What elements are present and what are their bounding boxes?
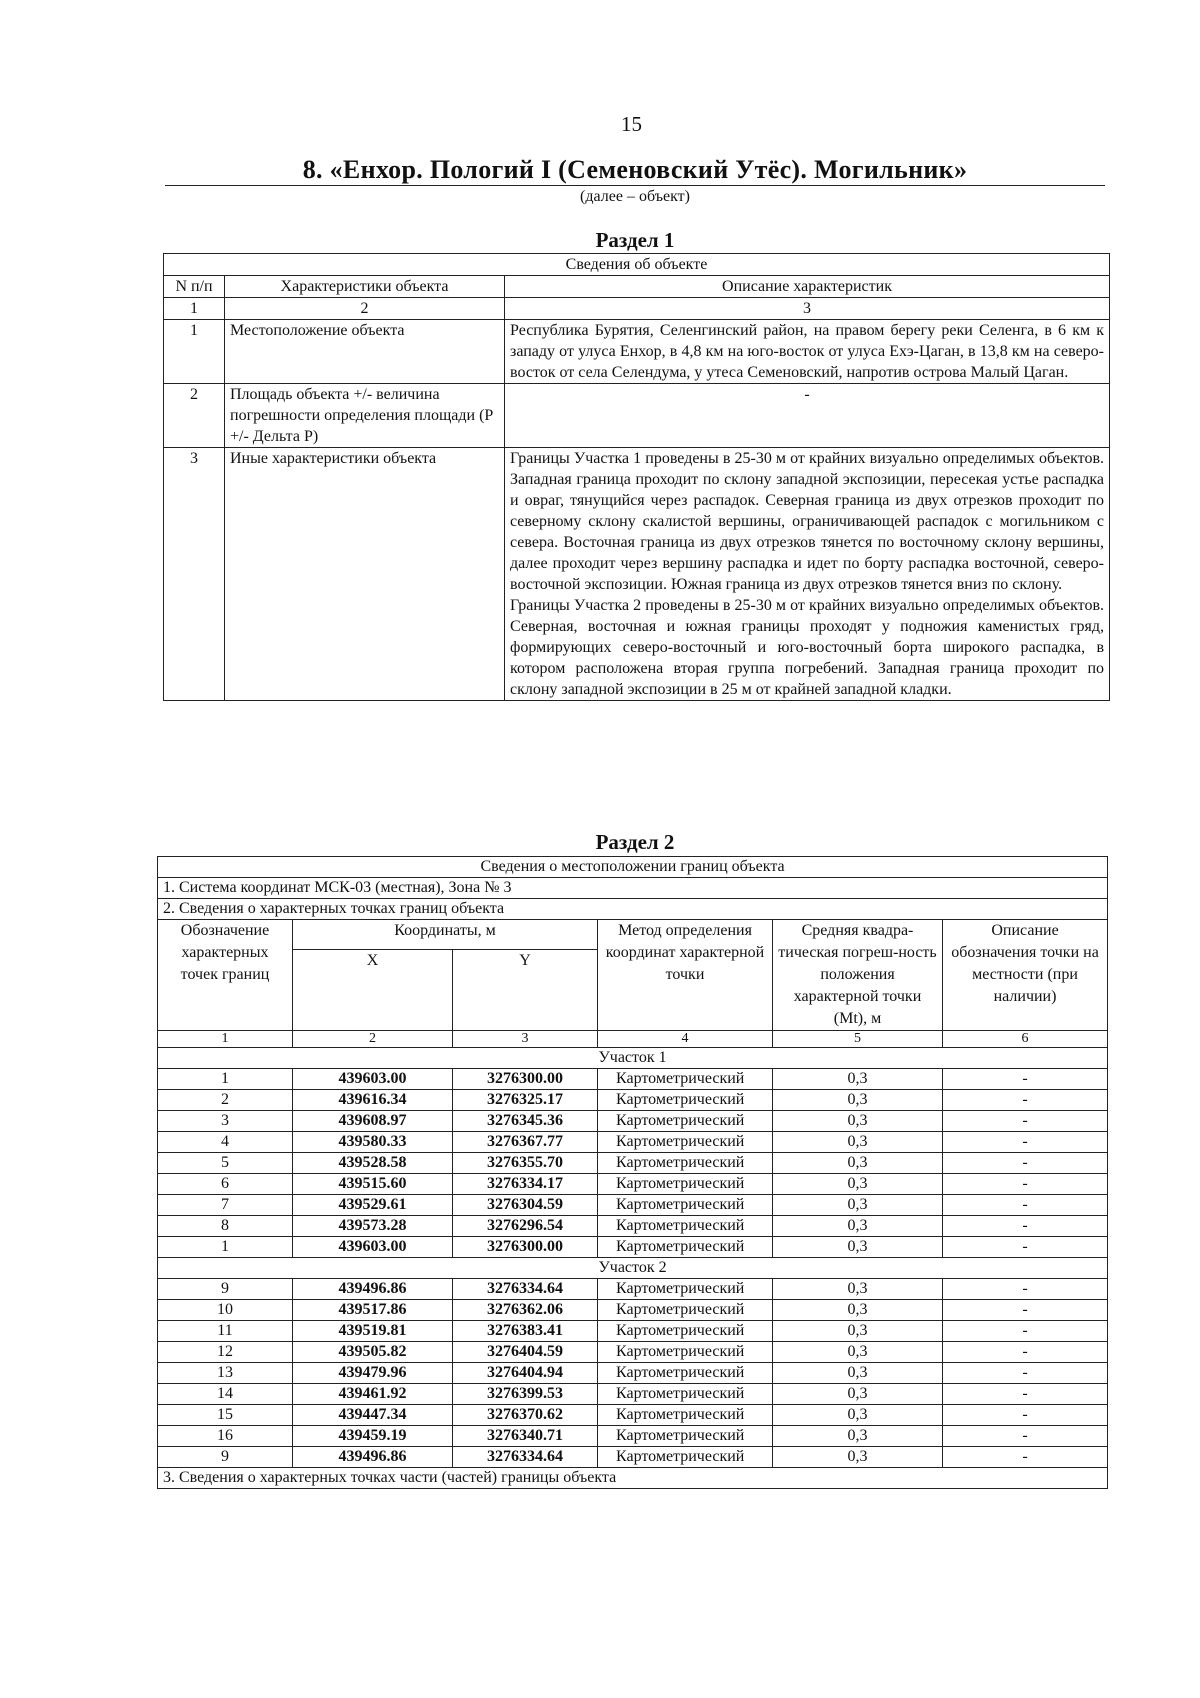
point-error: 0,3 [773, 1447, 943, 1468]
point-y: 3276300.00 [453, 1069, 598, 1090]
col-number: 3 [453, 1031, 598, 1048]
section-1-title: Раздел 1 [595, 228, 675, 252]
point-id: 5 [158, 1153, 293, 1174]
title-underline [165, 185, 1105, 186]
point-error: 0,3 [773, 1090, 943, 1111]
point-y: 3276334.17 [453, 1174, 598, 1195]
point-id: 2 [158, 1090, 293, 1111]
point-description: - [943, 1216, 1108, 1237]
table-caption: Сведения об объекте [164, 254, 1110, 276]
point-method: Картометрический [598, 1195, 773, 1216]
point-error: 0,3 [773, 1405, 943, 1426]
point-x: 439603.00 [293, 1069, 453, 1090]
point-description: - [943, 1174, 1108, 1195]
point-y: 3276334.64 [453, 1279, 598, 1300]
point-method: Картометрический [598, 1426, 773, 1447]
point-method: Картометрический [598, 1153, 773, 1174]
point-y: 3276404.94 [453, 1363, 598, 1384]
point-method: Картометрический [598, 1384, 773, 1405]
point-method: Картометрический [598, 1300, 773, 1321]
point-x: 439519.81 [293, 1321, 453, 1342]
col-number: 4 [598, 1031, 773, 1048]
description-paragraph-2: Границы Участка 2 проведены в 25-30 м от крайних визуально определимых объектов. Северная, восточная и южная границы проходят у подножия каменистых гряд, формирующих северо-восточный и юго-восточный борта широкого распадка, в котором расположена вторая группа погребений. Западная граница проходит по склону западной экспозиции в 25 м от крайней западной кладки. [510, 597, 1104, 698]
header-description: Описание обозначения точки на местности (при наличии) [943, 920, 1108, 1031]
boundary-points-table [157, 856, 1108, 1489]
point-error: 0,3 [773, 1363, 943, 1384]
point-x: 439573.28 [293, 1216, 453, 1237]
point-description: - [943, 1132, 1108, 1153]
table-row [158, 1426, 1108, 1447]
header-description: Описание характеристик [505, 276, 1110, 298]
table-row [158, 1090, 1108, 1111]
point-id: 10 [158, 1300, 293, 1321]
point-x: 439479.96 [293, 1363, 453, 1384]
point-x: 439616.34 [293, 1090, 453, 1111]
point-y: 3276399.53 [453, 1384, 598, 1405]
table-row [164, 448, 1110, 701]
object-info-table [163, 253, 1110, 701]
point-error: 0,3 [773, 1300, 943, 1321]
point-id: 12 [158, 1342, 293, 1363]
table-caption-row [164, 254, 1110, 276]
point-description: - [943, 1384, 1108, 1405]
table-row [158, 1195, 1108, 1216]
col-number: 2 [225, 298, 505, 320]
point-error: 0,3 [773, 1342, 943, 1363]
point-y: 3276340.71 [453, 1426, 598, 1447]
parts-info-row [158, 1468, 1108, 1489]
description-paragraph-1: Границы Участка 1 проведены в 25-30 м от крайних визуально определимых объектов. Западная граница проходит по склону западной экспозиции, пересекая устье распадка и овраг, тянущийся через распадок. Северная граница из двух отрезков проходит по северному склону скалистой вершины, ограничивающей распадок с могильником с севера. Восточная граница из двух отрезков тянется по восточному склону вершины, далее проходит через вершину распадка и идет по борту распадка восточной, северо-восточной экспозиции. Южная граница из двух отрезков тянется вниз по склону. [510, 450, 1104, 593]
point-description: - [943, 1069, 1108, 1090]
table-row [158, 1447, 1108, 1468]
row-number: 2 [164, 384, 225, 448]
point-method: Картометрический [598, 1363, 773, 1384]
point-error: 0,3 [773, 1132, 943, 1153]
point-error: 0,3 [773, 1069, 943, 1090]
point-error: 0,3 [773, 1237, 943, 1258]
point-method: Картометрический [598, 1321, 773, 1342]
table-row [158, 1069, 1108, 1090]
point-description: - [943, 1153, 1108, 1174]
header-x: X [293, 950, 453, 1031]
point-y: 3276325.17 [453, 1090, 598, 1111]
point-id: 13 [158, 1363, 293, 1384]
page-number: 15 [621, 112, 642, 136]
point-error: 0,3 [773, 1384, 943, 1405]
point-y: 3276370.62 [453, 1405, 598, 1426]
point-y: 3276304.59 [453, 1195, 598, 1216]
point-method: Картометрический [598, 1216, 773, 1237]
table-row [158, 1132, 1108, 1153]
point-x: 439608.97 [293, 1111, 453, 1132]
point-error: 0,3 [773, 1174, 943, 1195]
points-info-row [158, 899, 1108, 920]
table-row [158, 1237, 1108, 1258]
point-description: - [943, 1090, 1108, 1111]
point-description: - [943, 1111, 1108, 1132]
point-id: 15 [158, 1405, 293, 1426]
point-id: 9 [158, 1279, 293, 1300]
col-number: 3 [505, 298, 1110, 320]
section-2-title: Раздел 2 [595, 830, 675, 854]
section-label-row [158, 1048, 1108, 1069]
table-row [158, 1216, 1108, 1237]
point-y: 3276404.59 [453, 1342, 598, 1363]
point-error: 0,3 [773, 1426, 943, 1447]
point-x: 439580.33 [293, 1132, 453, 1153]
row-description: Республика Бурятия, Селенгинский район, на правом берегу реки Селенга, в 6 км к западу от улуса Енхор, в 4,8 км на юго-восток от улуса Ехэ-Цаган, в 13,8 км на северо-восток от села Селендума, у утеса Семеновский, напротив острова Малый Цаган. [505, 320, 1110, 384]
section-label: Участок 2 [158, 1258, 1108, 1279]
point-description: - [943, 1321, 1108, 1342]
point-method: Картометрический [598, 1405, 773, 1426]
point-id: 3 [158, 1111, 293, 1132]
point-y: 3276367.77 [453, 1132, 598, 1153]
row-number: 3 [164, 448, 225, 701]
table-row [158, 1111, 1108, 1132]
document-subtitle: (далее – объект) [580, 188, 690, 205]
point-x: 439603.00 [293, 1237, 453, 1258]
point-x: 439529.61 [293, 1195, 453, 1216]
point-method: Картометрический [598, 1174, 773, 1195]
section-label-row [158, 1258, 1108, 1279]
point-description: - [943, 1447, 1108, 1468]
col-number: 1 [158, 1031, 293, 1048]
point-description: - [943, 1195, 1108, 1216]
table-caption-row [158, 857, 1108, 878]
header-y: Y [453, 950, 598, 1031]
header-designation: Обозначение характерных точек границ [158, 920, 293, 1031]
point-y: 3276345.36 [453, 1111, 598, 1132]
point-error: 0,3 [773, 1195, 943, 1216]
point-x: 439459.19 [293, 1426, 453, 1447]
table-row [158, 1321, 1108, 1342]
point-x: 439461.92 [293, 1384, 453, 1405]
point-error: 0,3 [773, 1216, 943, 1237]
point-x: 439505.82 [293, 1342, 453, 1363]
point-x: 439517.86 [293, 1300, 453, 1321]
column-number-row [158, 1031, 1108, 1048]
point-x: 439447.34 [293, 1405, 453, 1426]
table-header-row [164, 276, 1110, 298]
row-characteristic: Местоположение объекта [225, 320, 505, 384]
parts-info: 3. Сведения о характерных точках части (частей) границы объекта [158, 1468, 1108, 1489]
header-number: N п/п [164, 276, 225, 298]
point-method: Картометрический [598, 1342, 773, 1363]
point-method: Картометрический [598, 1237, 773, 1258]
header-coordinates: Координаты, м [293, 920, 598, 950]
point-method: Картометрический [598, 1447, 773, 1468]
table-row [164, 384, 1110, 448]
point-error: 0,3 [773, 1321, 943, 1342]
point-description: - [943, 1426, 1108, 1447]
table-row [158, 1153, 1108, 1174]
section-label: Участок 1 [158, 1048, 1108, 1069]
col-number: 5 [773, 1031, 943, 1048]
table-row [158, 1174, 1108, 1195]
point-error: 0,3 [773, 1111, 943, 1132]
row-description: - [505, 384, 1110, 448]
point-description: - [943, 1279, 1108, 1300]
point-method: Картометрический [598, 1132, 773, 1153]
point-description: - [943, 1342, 1108, 1363]
table-caption: Сведения о местоположении границ объекта [158, 857, 1108, 878]
row-characteristic: Иные характеристики объекта [225, 448, 505, 701]
point-x: 439515.60 [293, 1174, 453, 1195]
point-id: 6 [158, 1174, 293, 1195]
point-method: Картометрический [598, 1111, 773, 1132]
coordinate-system: 1. Система координат МСК-03 (местная), Зона № 3 [158, 878, 1108, 899]
point-y: 3276355.70 [453, 1153, 598, 1174]
point-x: 439528.58 [293, 1153, 453, 1174]
point-description: - [943, 1363, 1108, 1384]
table-row [158, 1342, 1108, 1363]
point-id: 9 [158, 1447, 293, 1468]
point-error: 0,3 [773, 1153, 943, 1174]
point-description: - [943, 1300, 1108, 1321]
col-number: 1 [164, 298, 225, 320]
header-error: Средняя квадра-тическая погреш-ность положения характерной точки (Mt), м [773, 920, 943, 1031]
table-row [158, 1384, 1108, 1405]
header-characteristics: Характеристики объекта [225, 276, 505, 298]
col-number: 2 [293, 1031, 453, 1048]
point-method: Картометрический [598, 1090, 773, 1111]
point-x: 439496.86 [293, 1447, 453, 1468]
column-number-row [164, 298, 1110, 320]
document-title: 8. «Енхор. Пологий I (Семеновский Утёс). Могильник» [302, 155, 968, 184]
point-x: 439496.86 [293, 1279, 453, 1300]
point-id: 14 [158, 1384, 293, 1405]
table-row [158, 1300, 1108, 1321]
point-description: - [943, 1237, 1108, 1258]
points-body [158, 1048, 1108, 1468]
point-id: 1 [158, 1237, 293, 1258]
coordinate-system-row [158, 878, 1108, 899]
point-y: 3276296.54 [453, 1216, 598, 1237]
point-id: 11 [158, 1321, 293, 1342]
row-characteristic: Площадь объекта +/- величина погрешности определения площади (Р +/- Дельта Р) [225, 384, 505, 448]
header-method: Метод определения координат характерной точки [598, 920, 773, 1031]
point-id: 16 [158, 1426, 293, 1447]
point-description: - [943, 1405, 1108, 1426]
point-id: 7 [158, 1195, 293, 1216]
point-error: 0,3 [773, 1279, 943, 1300]
point-method: Картометрический [598, 1279, 773, 1300]
table-row [158, 1363, 1108, 1384]
col-number: 6 [943, 1031, 1108, 1048]
point-id: 1 [158, 1069, 293, 1090]
table-row [158, 1279, 1108, 1300]
point-id: 4 [158, 1132, 293, 1153]
point-method: Картометрический [598, 1069, 773, 1090]
point-y: 3276383.41 [453, 1321, 598, 1342]
table-row [158, 1405, 1108, 1426]
point-y: 3276334.64 [453, 1447, 598, 1468]
table-header-row [158, 920, 1108, 950]
points-info: 2. Сведения о характерных точках границ объекта [158, 899, 1108, 920]
row-number: 1 [164, 320, 225, 384]
point-id: 8 [158, 1216, 293, 1237]
table-row [164, 320, 1110, 384]
row-description [505, 448, 1110, 701]
point-y: 3276300.00 [453, 1237, 598, 1258]
point-y: 3276362.06 [453, 1300, 598, 1321]
